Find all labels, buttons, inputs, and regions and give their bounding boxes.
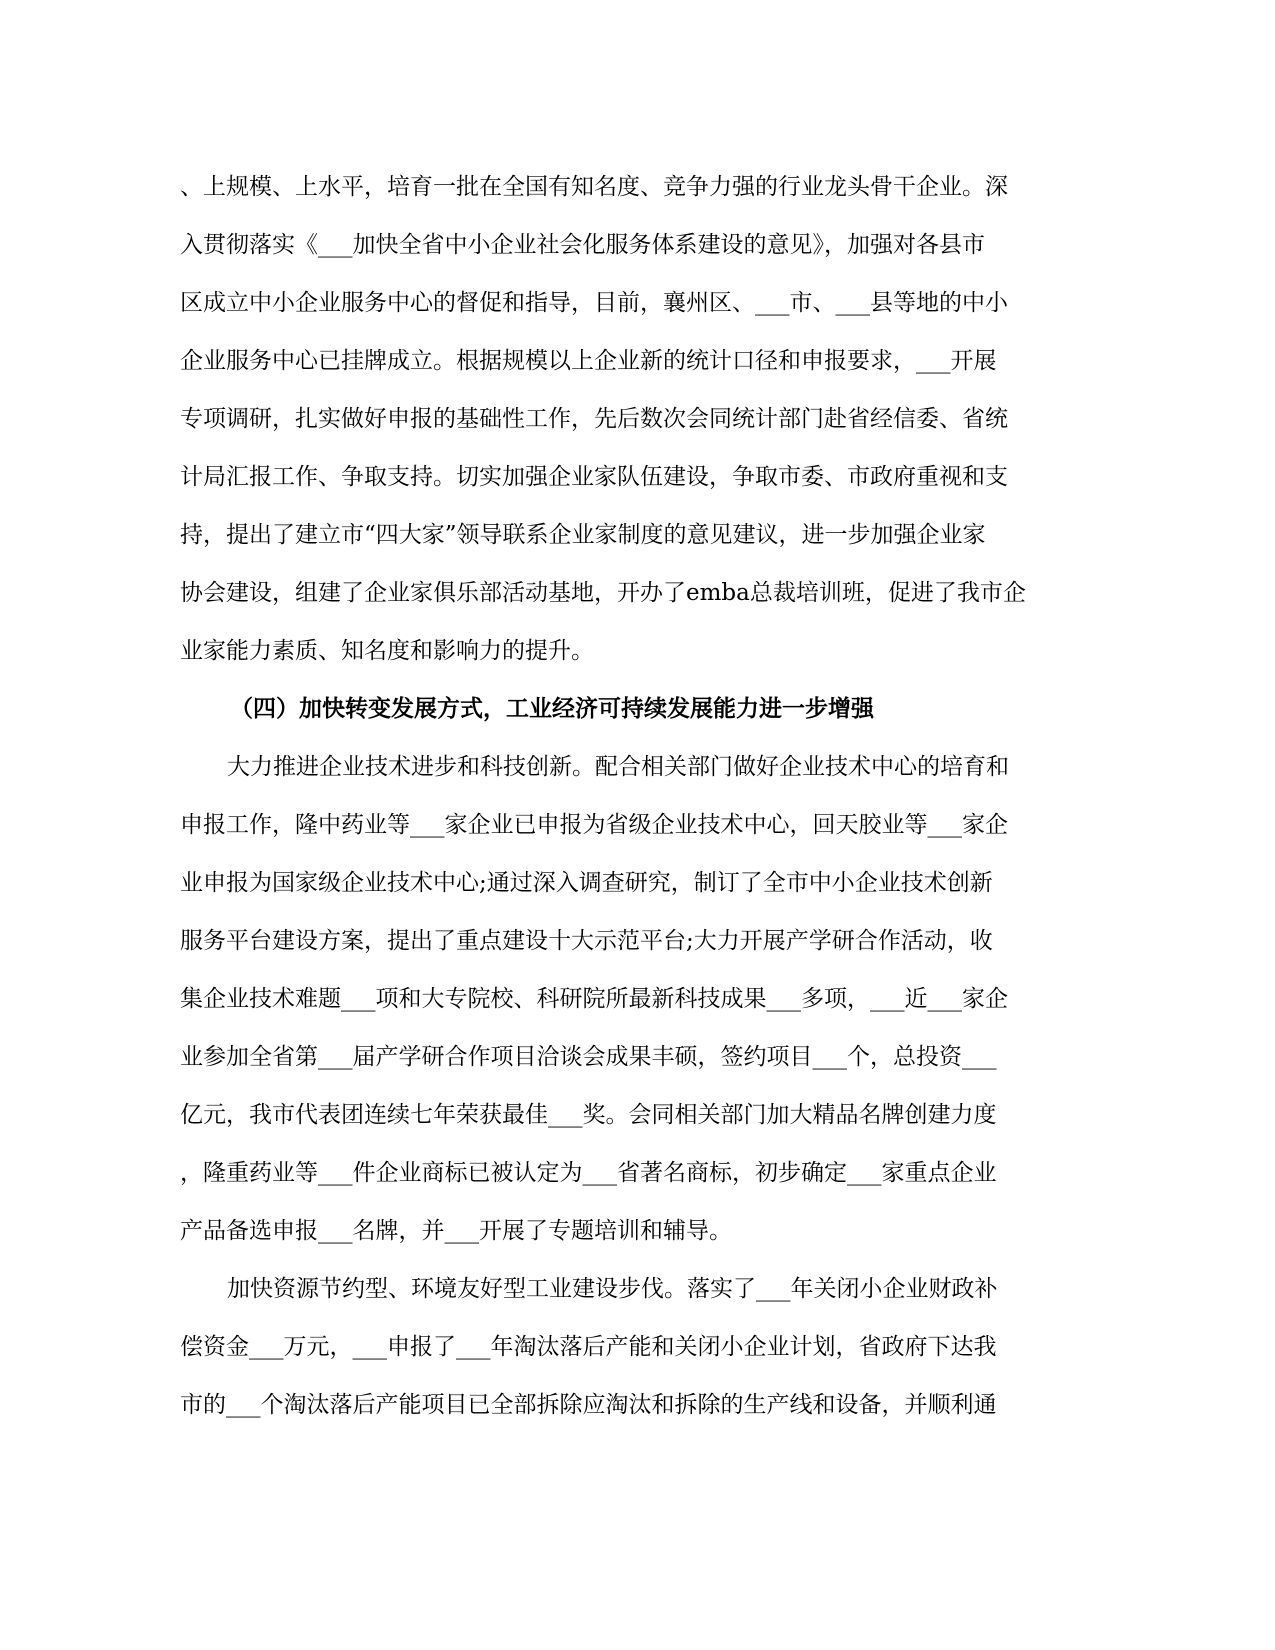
text-line-7-content: 持，提出了建立市“四大家”领导联系企业家制度的意见建议，进一步加强企业家 [180, 522, 986, 548]
text-line-4-content: 企业服务中心已挂牌成立。根据规模以上企业新的统计口径和申报要求，___开展 [180, 348, 997, 374]
text-line-3 [0, 274, 1275, 332]
text-line-9-content: 业家能力素质、知名度和影响力的提升。 [180, 638, 594, 664]
text-line-9 [0, 622, 1275, 680]
text-line-13 [0, 854, 1275, 912]
text-line-21-content: 偿资金___万元，___申报了___年淘汰落后产能和关闭小企业计划，省政府下达我 [180, 1334, 997, 1360]
paragraph-start-line-1 [0, 738, 1275, 796]
text-line-8-content: 协会建设，组建了企业家俱乐部活动基地，开办了emba总裁培训班，促进了我市企 [180, 580, 1026, 606]
text-line-15-content: 集企业技术难题___项和大专院校、科研院所最新科技成果___多项，___近___家企 [180, 986, 1008, 1012]
paragraph-start-content-2: 加快资源节约型、环境友好型工业建设步伐。落实了___年关闭小企业财政补 [227, 1276, 998, 1302]
section-heading-line [0, 680, 1275, 738]
text-line-12 [0, 796, 1275, 854]
text-line-2 [0, 216, 1275, 274]
text-line-8 [0, 564, 1275, 622]
text-line-7 [0, 506, 1275, 564]
text-line-16-content: 业参加全省第___届产学研合作项目洽谈会成果丰硕，签约项目___个，总投资___ [180, 1044, 997, 1070]
text-line-2-content: 入贯彻落实《___加快全省中小企业社会化服务体系建设的意见》，加强对各县市 [180, 232, 985, 258]
text-line-22-content: 市的___个淘汰落后产能项目已全部拆除应淘汰和拆除的生产线和设备，并顺利通 [180, 1392, 997, 1418]
text-line-5-content: 专项调研，扎实做好申报的基础性工作，先后数次会同统计部门赴省经信委、省统 [180, 406, 1008, 432]
text-line-5 [0, 390, 1275, 448]
text-line-3-content: 区成立中小企业服务中心的督促和指导，目前，襄州区、___市、___县等地的中小 [180, 290, 1008, 316]
text-line-6-content: 计局汇报工作、争取支持。切实加强企业家队伍建设，争取市委、市政府重视和支 [180, 464, 1008, 490]
text-line-17-content: 亿元，我市代表团连续七年荣获最佳___奖。会同相关部门加大精品名牌创建力度 [180, 1102, 997, 1128]
text-line-21 [0, 1318, 1275, 1376]
paragraph-start-content-1: 大力推进企业技术进步和科技创新。配合相关部门做好企业技术中心的培育和 [227, 754, 1009, 780]
text-line-13-content: 业申报为国家级企业技术中心;通过深入调查研究，制订了全市中小企业技术创新 [180, 870, 993, 896]
text-line-18 [0, 1144, 1275, 1202]
text-line-1-content: 、上规模、上水平，培育一批在全国有知名度、竞争力强的行业龙头骨干企业。深 [180, 174, 1008, 200]
text-line-17 [0, 1086, 1275, 1144]
text-line-15 [0, 970, 1275, 1028]
text-line-18-content: ，隆重药业等___件企业商标已被认定为___省著名商标，初步确定___家重点企业 [180, 1160, 997, 1186]
text-line-4 [0, 332, 1275, 390]
text-line-19-content: 产品备选申报___名牌，并___开展了专题培训和辅导。 [180, 1218, 732, 1244]
paragraph-start-line-2 [0, 1260, 1275, 1318]
text-line-22 [0, 1376, 1275, 1434]
text-line-14-content: 服务平台建设方案，提出了重点建设十大示范平台;大力开展产学研合作活动，收 [180, 928, 993, 954]
text-line-19 [0, 1202, 1275, 1260]
text-line-16 [0, 1028, 1275, 1086]
text-line-12-content: 申报工作，隆中药业等___家企业已申报为省级企业技术中心，回天胶业等___家企 [180, 812, 1008, 838]
text-line-6 [0, 448, 1275, 506]
text-line-14 [0, 912, 1275, 970]
section-heading: （四）加快转变发展方式，工业经济可持续发展能力进一步增强 [230, 696, 874, 722]
text-line-1 [0, 158, 1275, 216]
